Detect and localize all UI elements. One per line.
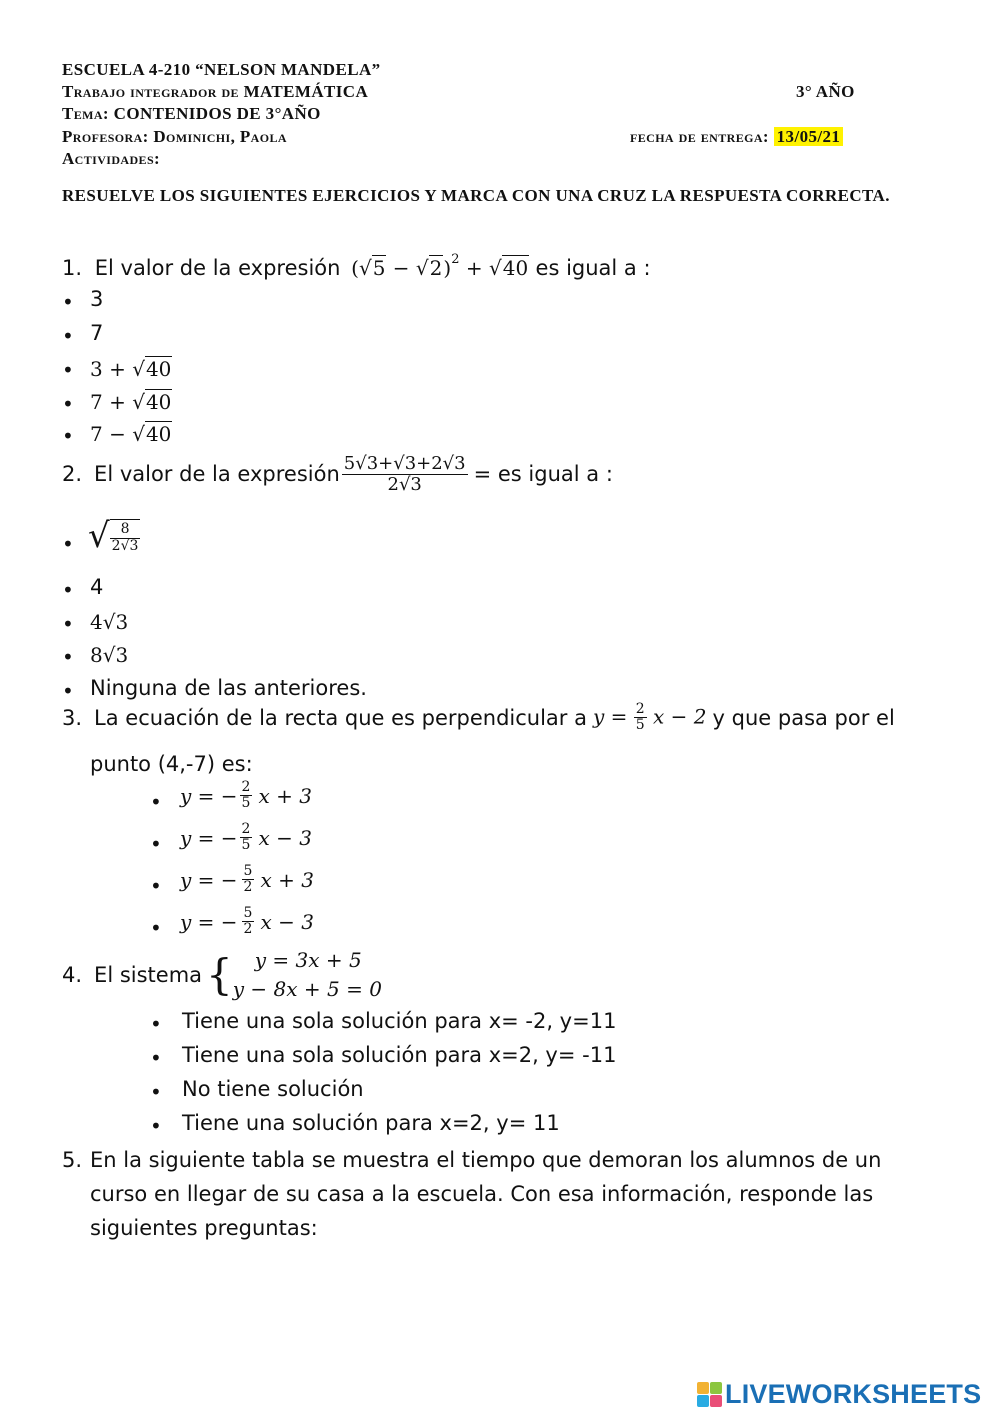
bullet-icon: • bbox=[150, 790, 162, 814]
question-2 bbox=[62, 454, 613, 495]
q4-eq2: y − 8x + 5 = 0 bbox=[232, 977, 382, 1001]
question-number: 3. bbox=[62, 705, 83, 730]
q4-eq1: y = 3x + 5 bbox=[254, 948, 362, 972]
q2-option-1-den: 2√3 bbox=[111, 537, 139, 554]
q1-exponent: 2 bbox=[451, 252, 460, 267]
q3-option-4-sign: y = − bbox=[180, 909, 238, 934]
q5-line-1: En la siguiente tabla se muestra el tiempo que demoran los alumnos de un bbox=[90, 1148, 882, 1172]
bullet-icon: • bbox=[150, 1114, 162, 1138]
q3-option-1-den: 5 bbox=[241, 795, 251, 812]
subject: Trabajo integrador de MATEMÁTICA bbox=[62, 82, 369, 101]
bullet-icon: • bbox=[150, 916, 162, 940]
teacher-line: Profesora: Dominichi, Paola bbox=[62, 127, 287, 146]
liveworksheets-logo bbox=[697, 1379, 981, 1410]
q4-prompt: El sistema bbox=[94, 963, 203, 987]
q1-option-5-radicand: 40 bbox=[145, 422, 172, 446]
q3-option-1[interactable] bbox=[180, 780, 312, 812]
q5-line-3: siguientes preguntas: bbox=[90, 1216, 318, 1240]
q2-option-3[interactable]: 4√3 bbox=[90, 610, 129, 634]
q3-option-4-den: 2 bbox=[243, 921, 253, 938]
q3-option-3-den: 2 bbox=[243, 879, 253, 896]
q3-option-1-rest: x + 3 bbox=[258, 783, 312, 808]
bullet-icon: • bbox=[150, 1080, 162, 1104]
logo-text: LIVEWORKSHEETS bbox=[725, 1379, 982, 1409]
q2-denominator: 2√3 bbox=[387, 473, 422, 495]
q3-option-2-fraction bbox=[240, 822, 253, 854]
logo-mark-icon bbox=[697, 1382, 722, 1407]
question-4 bbox=[62, 946, 382, 1004]
q1-option-4[interactable]: 7 + √40 bbox=[90, 390, 172, 414]
q2-prompt: El valor de la expresión bbox=[94, 462, 340, 487]
q4-option-4[interactable]: Tiene una solución para x=2, y= 11 bbox=[182, 1111, 560, 1135]
q5-line-2: curso en llegar de su casa a la escuela. Con esa información, responde las bbox=[90, 1182, 874, 1206]
logo-square bbox=[710, 1395, 722, 1407]
bullet-icon: • bbox=[62, 679, 74, 703]
question-5-number: 5. bbox=[62, 1148, 83, 1172]
logo-square bbox=[697, 1382, 709, 1394]
q2-option-5[interactable]: Ninguna de las anteriores. bbox=[90, 676, 367, 700]
q2-option-2[interactable]: 4 bbox=[90, 575, 104, 599]
question-number: 4. bbox=[62, 963, 83, 987]
q3-option-1-fraction bbox=[240, 780, 253, 812]
q3-option-2[interactable] bbox=[180, 822, 312, 854]
activities-label: Actividades: bbox=[62, 149, 161, 168]
q2-option-1-fraction bbox=[110, 519, 141, 554]
q1-option-3-radicand: 40 bbox=[145, 357, 172, 381]
bullet-icon: • bbox=[62, 290, 74, 314]
q3-option-3-rest: x + 3 bbox=[260, 867, 314, 892]
q3-given-equation: y = $\frac{2}{5}$ x − 2 bbox=[592, 701, 707, 734]
q3-option-4-rest: x − 3 bbox=[260, 909, 314, 934]
q1-option-1[interactable]: 3 bbox=[90, 287, 104, 311]
q1-radicand-b: 2 bbox=[429, 256, 443, 280]
bullet-icon: • bbox=[62, 645, 74, 669]
year-label: 3° AÑO bbox=[796, 82, 855, 101]
q2-suffix: = es igual a : bbox=[473, 462, 613, 487]
q1-radicand-c: 40 bbox=[502, 256, 529, 280]
q3-option-4-fraction bbox=[242, 906, 255, 938]
q3-option-4-num: 5 bbox=[243, 905, 253, 921]
bullet-icon: • bbox=[150, 832, 162, 856]
q1-radicand-a: 5 bbox=[372, 256, 386, 280]
logo-square bbox=[710, 1382, 722, 1394]
q1-option-3-text: 3 + bbox=[90, 357, 126, 381]
q3-option-3-sign: y = − bbox=[180, 867, 238, 892]
q2-numerator: 5√3+√3+2√3 bbox=[343, 453, 466, 474]
q3-option-2-den: 5 bbox=[241, 837, 251, 854]
bullet-icon: • bbox=[62, 612, 74, 636]
school-name: ESCUELA 4-210 “NELSON MANDELA” bbox=[62, 60, 381, 79]
q1-option-5[interactable]: 7 − √40 bbox=[90, 422, 172, 446]
bullet-icon: • bbox=[62, 532, 74, 556]
q3-line1: La ecuación de la recta que es perpendicular a bbox=[94, 705, 587, 730]
bullet-icon: • bbox=[62, 358, 74, 382]
subject-line bbox=[62, 82, 368, 102]
q1-option-3[interactable]: 3 + √40 bbox=[90, 357, 172, 381]
bullet-icon: • bbox=[62, 424, 74, 448]
q1-option-2[interactable]: 7 bbox=[90, 321, 104, 345]
q2-option-4[interactable]: 8√3 bbox=[90, 643, 129, 667]
bullet-icon: • bbox=[150, 1012, 162, 1036]
bullet-icon: • bbox=[150, 874, 162, 898]
q2-fraction bbox=[342, 454, 468, 495]
q3-option-3[interactable] bbox=[180, 864, 314, 896]
q3-line2: punto (4,-7) es: bbox=[90, 752, 253, 776]
q3-option-3-num: 5 bbox=[243, 863, 253, 879]
question-1 bbox=[62, 252, 651, 280]
q2-option-1[interactable] bbox=[88, 514, 140, 558]
bullet-icon: • bbox=[62, 392, 74, 416]
q3-option-4[interactable] bbox=[180, 906, 314, 938]
q3-given-rest: x − 2 bbox=[653, 704, 707, 729]
q1-option-5-text: 7 − bbox=[90, 422, 126, 446]
q1-suffix: es igual a : bbox=[535, 256, 651, 280]
q4-option-2[interactable]: Tiene una sola solución para x=2, y= -11 bbox=[182, 1043, 617, 1067]
q1-option-4-radicand: 40 bbox=[145, 390, 172, 414]
question-3 bbox=[62, 702, 895, 734]
q1-prompt: El valor de la expresión bbox=[94, 256, 341, 280]
question-number: 1. bbox=[62, 256, 83, 280]
q4-system bbox=[233, 946, 382, 1004]
q2-option-1-num: 8 bbox=[110, 522, 141, 538]
q3-given-fraction bbox=[634, 702, 647, 734]
due-date: 13/05/21 bbox=[774, 127, 844, 146]
q3-option-2-num: 2 bbox=[241, 821, 251, 837]
q3-line1-end: y que pasa por el bbox=[712, 705, 895, 730]
due-date-line bbox=[630, 127, 843, 147]
q4-option-1[interactable]: Tiene una sola solución para x= -2, y=11 bbox=[182, 1009, 617, 1033]
q3-option-1-sign: y = − bbox=[180, 783, 238, 808]
q3-option-2-rest: x − 3 bbox=[258, 825, 312, 850]
question-number: 2. bbox=[62, 462, 83, 487]
q3-option-1-num: 2 bbox=[241, 779, 251, 795]
q3-given-den: 5 bbox=[635, 717, 645, 734]
q1-option-4-text: 7 + bbox=[90, 390, 126, 414]
brace-icon: { bbox=[206, 950, 233, 999]
topic-line: Tema: CONTENIDOS DE 3°AÑO bbox=[62, 104, 321, 123]
radical-sign-icon: √ bbox=[88, 516, 110, 556]
q1-expression: $(√5 - √2)^2 + √40$ bbox=[351, 252, 529, 280]
logo-square bbox=[697, 1395, 709, 1407]
q3-option-2-sign: y = − bbox=[180, 825, 238, 850]
due-label: fecha de entrega: bbox=[630, 127, 769, 146]
q3-given-num: 2 bbox=[635, 701, 645, 717]
instructions: RESUELVE LOS SIGUIENTES EJERCICIOS Y MARCA CON UNA CRUZ LA RESPUESTA CORRECTA. bbox=[62, 186, 890, 205]
bullet-icon: • bbox=[62, 324, 74, 348]
q4-option-3[interactable]: No tiene solución bbox=[182, 1077, 364, 1101]
q3-option-3-fraction bbox=[242, 864, 255, 896]
bullet-icon: • bbox=[62, 578, 74, 602]
bullet-icon: • bbox=[150, 1046, 162, 1070]
